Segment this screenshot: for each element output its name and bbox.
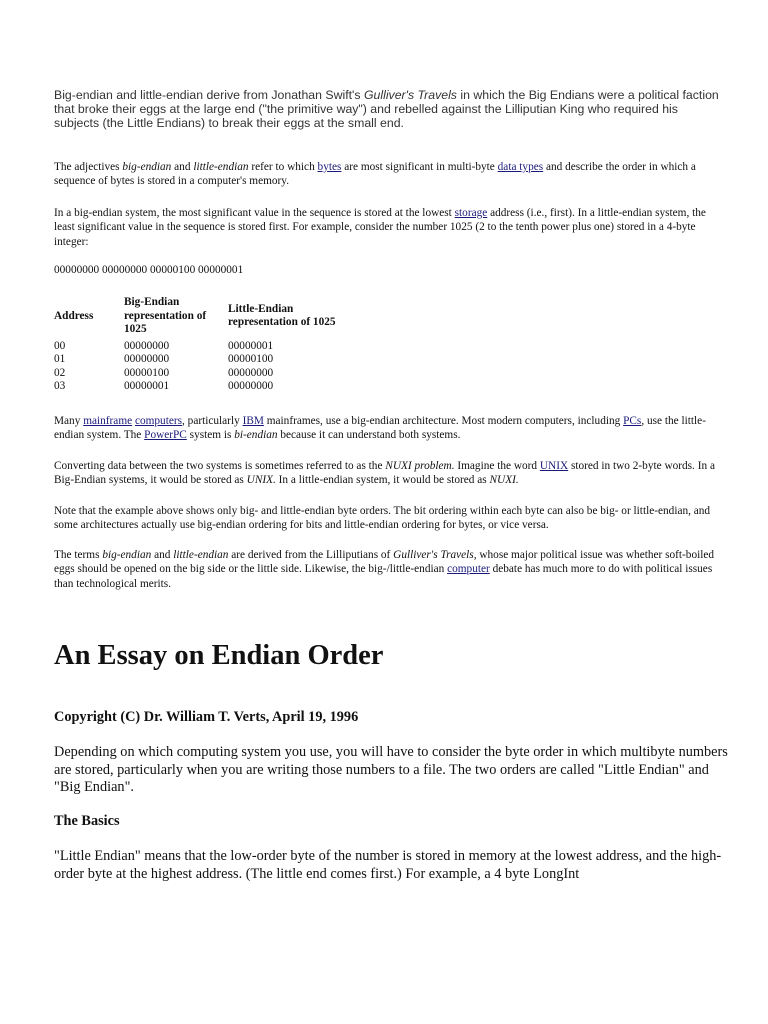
text: because it can understand both systems. xyxy=(277,429,461,442)
term-big-endian: big-endian xyxy=(102,549,152,561)
text: In a little-endian system, it would be stored as xyxy=(275,474,490,487)
text: , particularly xyxy=(182,415,243,427)
book-title: Gulliver's Travels, xyxy=(393,549,477,561)
link-pcs[interactable]: PCs xyxy=(623,415,642,427)
text: and xyxy=(151,549,174,561)
link-computer[interactable]: computer xyxy=(447,563,490,576)
col-header-address: Address xyxy=(54,309,94,322)
intro-text-b: in which the Big Endians were a political faction that broke their eggs at the large end ("the primitive way") and rebelled against the Lilliputian King who required his subjects (the Little Endians) to break their eggs at the small end. xyxy=(54,88,719,130)
text: Converting data between the two systems is sometimes referred to as the xyxy=(54,460,386,472)
table-row xyxy=(48,353,358,367)
intro-paragraph xyxy=(54,88,724,130)
cell-big-endian: 00000000 xyxy=(124,353,170,365)
text: , use the little-endian system. The xyxy=(54,415,706,442)
col-header-big-endian: Big-Endian representation of 1025 xyxy=(124,296,207,335)
table-row xyxy=(48,367,358,381)
adjectives-paragraph xyxy=(54,160,726,189)
cell-little-endian: 00000000 xyxy=(228,380,274,392)
table-row xyxy=(48,380,358,394)
term-nuxi-problem: NUXI problem. xyxy=(385,460,455,472)
text: system is xyxy=(186,429,235,442)
system-paragraph xyxy=(54,206,726,249)
cell-little-endian: 00000000 xyxy=(228,366,274,379)
cell-address: 01 xyxy=(54,353,66,365)
text: address (i.e., first). In a little-endian system, the least significant value in the sequence is stored first. For example, consider the number 1025 (2 to the tenth power plus one) stored in a 4-byte integer: xyxy=(54,207,706,248)
endian-table xyxy=(48,296,358,394)
binary-example: 00000000 00000000 00000100 00000001 xyxy=(54,264,244,276)
essay-title: An Essay on Endian Order xyxy=(54,640,384,671)
text: and describe the order in which a sequence of bytes is stored in a computer's memory. xyxy=(54,161,696,188)
basics-heading: The Basics xyxy=(54,813,120,829)
terms-paragraph xyxy=(54,548,726,591)
text: stored in two 2-byte words. In a Big-Endian systems, it would be stored as xyxy=(54,460,715,487)
text: The adjectives xyxy=(54,161,123,173)
link-mainframe[interactable]: mainframe xyxy=(83,415,133,427)
term-big-endian: big-endian xyxy=(122,161,172,173)
link-unix[interactable]: UNIX xyxy=(539,460,569,472)
term-little-endian: little-endian xyxy=(193,161,249,173)
term-unix: UNIX. xyxy=(246,474,276,487)
intro-book-title: Gulliver's Travels xyxy=(363,88,457,102)
link-storage[interactable]: storage xyxy=(454,207,488,219)
text: debate has much more to do with political issues than technological merits. xyxy=(54,563,713,590)
term-little-endian: little-endian xyxy=(173,549,229,561)
cell-address: 00 xyxy=(54,339,66,352)
text: whose major political issue was whether soft-boiled eggs should be opened on the big side or the little side. Likewise, the big-/little-endian xyxy=(54,549,715,576)
nuxi-paragraph xyxy=(54,459,726,488)
link-data-types[interactable]: data types xyxy=(497,161,544,173)
text: refer to which xyxy=(248,161,318,173)
col-header-little-endian: Little-Endian representation of 1025 xyxy=(228,302,336,329)
essay-paragraph-1: Depending on which computing system you use, you will have to consider the byte order in which multibyte numbers are stored, particularly when you are writing those numbers to a file. The two orders are called "Little Endian" and "Big Endian". xyxy=(54,744,728,795)
cell-address: 03 xyxy=(54,380,66,392)
term-bi-endian: bi-endian xyxy=(234,429,278,442)
link-computers[interactable]: computers xyxy=(134,415,183,427)
bit-order-paragraph: Note that the example above shows only big- and little-endian byte orders. The bit ordering within each byte can also be big- or little-endian, and some architectures actually use big-endian ordering for bits and little-endian ordering for bytes, or vice versa. xyxy=(54,505,711,532)
text: The terms xyxy=(54,549,103,561)
intro-text-a: Big-endian and little-endian derive from Jonathan Swift's xyxy=(54,88,364,102)
link-powerpc[interactable]: PowerPC xyxy=(144,429,187,442)
mainframe-paragraph xyxy=(54,414,726,443)
link-ibm[interactable]: IBM xyxy=(242,415,264,427)
cell-big-endian: 00000000 xyxy=(124,339,170,352)
cell-little-endian: 00000100 xyxy=(228,353,274,365)
cell-big-endian: 00000001 xyxy=(124,380,170,392)
text: are most significant in multi-byte xyxy=(341,161,498,173)
table-row xyxy=(48,337,358,354)
cell-big-endian: 00000100 xyxy=(124,366,170,379)
link-bytes[interactable]: bytes xyxy=(317,161,342,173)
text: Many xyxy=(54,415,84,427)
essay-paragraph-2: "Little Endian" means that the low-order byte of the number is stored in memory at the lowest address, and the high-order byte at the highest address. (The little end comes first.) For example, a 4 byte LongInt xyxy=(54,848,722,882)
essay-copyright: Copyright (C) Dr. William T. Verts, April 19, 1996 xyxy=(54,709,359,725)
table-header-row xyxy=(48,296,358,337)
text: In a big-endian system, the most significant value in the sequence is stored at the lowest xyxy=(54,207,455,219)
term-nuxi: NUXI. xyxy=(489,474,519,487)
text: are derived from the Lilliputians of xyxy=(228,549,394,561)
text: and xyxy=(171,161,194,173)
text: Imagine the word xyxy=(454,460,540,472)
text: mainframes, use a big-endian architecture. Most modern computers, including xyxy=(263,415,624,427)
cell-little-endian: 00000001 xyxy=(228,339,274,352)
cell-address: 02 xyxy=(54,366,66,379)
